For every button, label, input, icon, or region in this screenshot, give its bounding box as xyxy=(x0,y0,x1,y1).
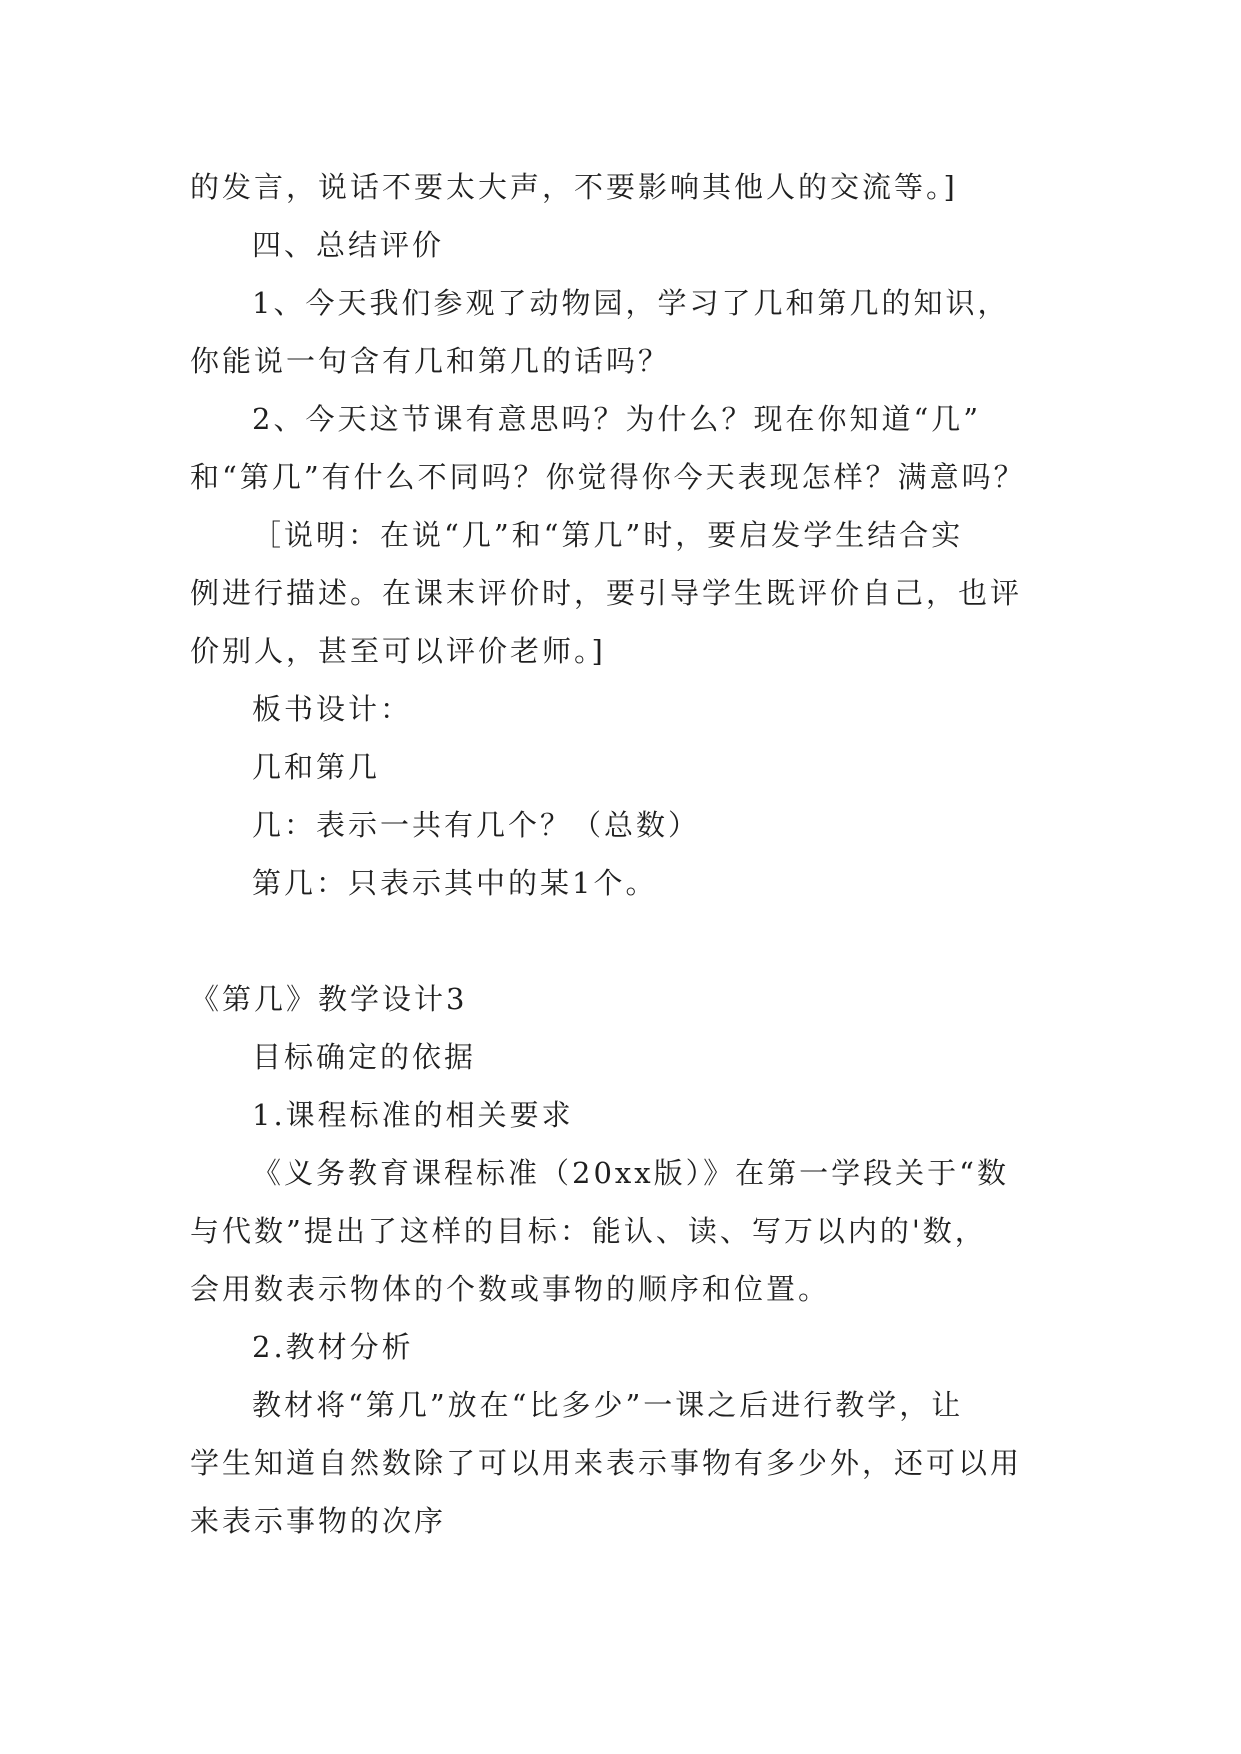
text-line: 《义务教育课程标准（20xx版）》在第一学段关于“数 xyxy=(252,1156,1009,1190)
text-line: 2、今天这节课有意思吗？为什么？现在你知道“几” xyxy=(252,402,982,436)
text-line: 你能说一句含有几和第几的话吗？ xyxy=(190,344,671,378)
document-page xyxy=(190,158,1050,1550)
text-line: 价别人，甚至可以评价老师。] xyxy=(190,634,606,668)
text-line: 几：表示一共有几个？（总数） xyxy=(252,808,701,842)
section-heading: 四、总结评价 xyxy=(252,228,445,262)
document-title: 《第几》教学设计3 xyxy=(190,982,468,1016)
text-line: ［说明：在说“几”和“第几”时，要启发学生结合实 xyxy=(252,518,964,552)
text-line: 来表示事物的次序 xyxy=(190,1504,447,1538)
text-line: 几和第几 xyxy=(252,750,381,784)
text-line: 1、今天我们参观了动物园，学习了几和第几的知识， xyxy=(252,286,1010,320)
blank-line xyxy=(190,912,1050,970)
text-line: 与代数”提出了这样的目标：能认、读、写万以内的'数， xyxy=(190,1214,987,1248)
text-line: 和“第几”有什么不同吗？你觉得你今天表现怎样？满意吗？ xyxy=(190,460,1026,494)
text-line: 会用数表示物体的个数或事物的顺序和位置。 xyxy=(190,1272,831,1306)
section-heading: 2.教材分析 xyxy=(252,1330,414,1364)
text-line: 教材将“第几”放在“比多少”一课之后进行教学，让 xyxy=(252,1388,964,1422)
text-line: 第几：只表示其中的某1个。 xyxy=(252,866,658,900)
text-line: 的发言，说话不要太大声，不要影响其他人的交流等。] xyxy=(190,170,958,204)
section-heading: 目标确定的依据 xyxy=(252,1040,477,1074)
text-line: 学生知道自然数除了可以用来表示事物有多少外，还可以用 xyxy=(190,1446,1023,1480)
text-line: 例进行描述。在课末评价时，要引导学生既评价自己，也评 xyxy=(190,576,1023,610)
section-heading: 板书设计： xyxy=(252,692,413,726)
section-heading: 1.课程标准的相关要求 xyxy=(252,1098,574,1132)
